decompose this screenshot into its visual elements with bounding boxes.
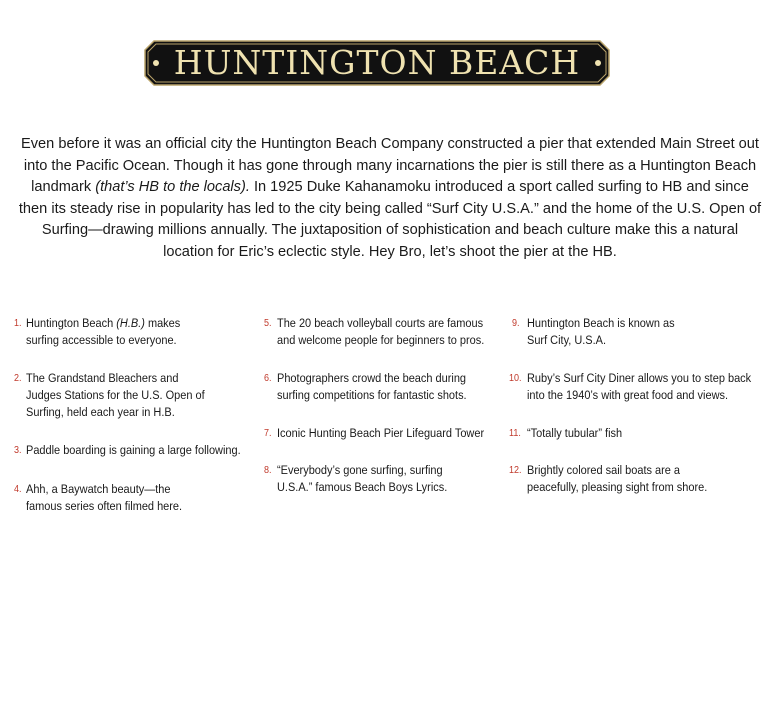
fact-item-2: The Grandstand Bleachers and Judges Stations for the U.S. Open of Surfing, held each year in H.B.: [26, 371, 205, 419]
fact-number: 12.: [509, 465, 522, 476]
fact-number: 5.: [264, 318, 272, 329]
fact-item-5: The 20 beach volleyball courts are famous and welcome people for beginners to pros.: [277, 316, 485, 347]
fact-number: 2.: [14, 373, 22, 384]
fact-number: 10.: [509, 373, 522, 384]
fact-number: 8.: [264, 465, 272, 476]
intro-text-italic: (that’s HB to the locals).: [95, 179, 250, 196]
fact-number: 4.: [14, 484, 22, 495]
fact-number: 9.: [512, 318, 520, 329]
intro-text-part1: Even before it was an official city the Huntington Beach Company constructed a pier that extended Main Street out into the Pacific Ocean. Though it has gone through many incarnations the pier is still there as a Huntington Beach landmark: [21, 136, 759, 196]
page-title: HUNTINGTON BEACH: [173, 43, 581, 82]
fact-item-11: “Totally tubular” fish: [527, 426, 623, 440]
fact-item-8: “Everybody’s gone surfing, surfing U.S.A.” famous Beach Boys Lyrics.: [277, 463, 448, 494]
fact-item-1: Huntington Beach (H.B.) makes surfing accessible to everyone.: [26, 316, 181, 347]
fact-number: 3.: [14, 445, 22, 456]
fact-number: 7.: [264, 428, 272, 439]
fact-item-7: Iconic Hunting Beach Pier Lifeguard Tower: [277, 426, 485, 440]
fact-item-4: Ahh, a Baywatch beauty—the famous series often filmed here.: [26, 482, 183, 513]
fact-item-6: Photographers crowd the beach during surfing competitions for fantastic shots.: [277, 371, 467, 402]
intro-text-part2: In 1925 Duke Kahanamoku introduced a sport called surfing to HB and since then its steady rise in popularity has led to the city being called “Surf City U.S.A.” and the home of the U.S. Open of Surfing—drawing millions annually. The juxtaposition of sophistication and beach culture make this a natural location for Eric’s eclectic style. Hey Bro, let’s shoot the pier at the HB.: [18, 179, 762, 260]
fact-item-3: Paddle boarding is gaining a large following.: [26, 443, 241, 457]
intro-paragraph: [16, 134, 764, 264]
fact-number: 11.: [509, 428, 521, 439]
title-banner: [144, 40, 610, 86]
fact-number: 1.: [14, 318, 22, 329]
fact-item-12: Brightly colored sail boats are a peacefully, pleasing sight from shore.: [527, 463, 708, 494]
fact-item-10: Ruby’s Surf City Diner allows you to step back into the 1940’s with great food and views.: [527, 371, 752, 402]
fact-item-9: Huntington Beach is known as Surf City, U.S.A.: [527, 316, 675, 347]
fact-number: 6.: [264, 373, 272, 384]
